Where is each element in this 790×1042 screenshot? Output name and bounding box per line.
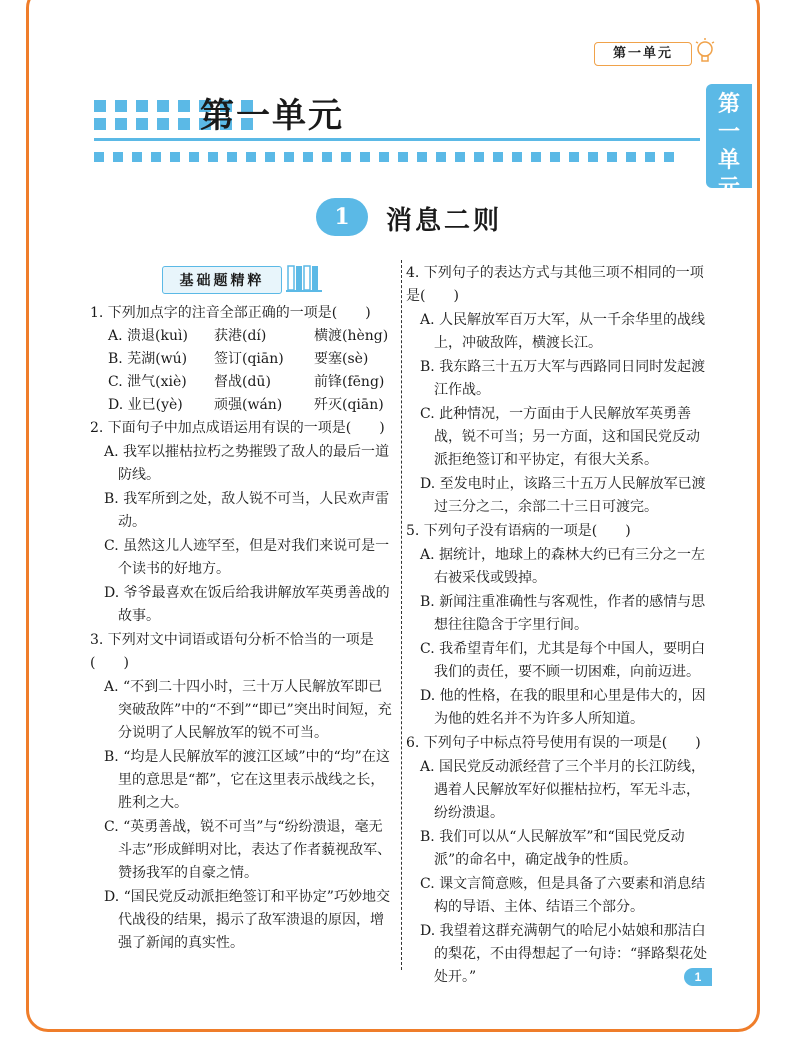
unit-title: 第一单元 [200, 96, 344, 136]
option-cell: 获港(dí) [214, 328, 267, 344]
title-rule [94, 138, 700, 141]
question-3-option-a: A. “不到二十四小时，三十万人民解放军即已突破敌阵”中的“不到”“即已”突出时间短，充分说明了人民解放军的锐不可当。 [104, 679, 392, 741]
question-3-stem: 3. 下列对文中词语或语句分析不恰当的一项是( ) [90, 632, 374, 671]
question-3-option-c: C. “英勇善战，锐不可当”与“纷纷溃退，毫无斗志”形成鲜明对比，表达了作者藐视敌军、赞扬我军的自豪之情。 [104, 819, 392, 881]
question-2-option-b: B. 我军所到之处，敌人锐不可当，人民欢声雷动。 [104, 491, 390, 530]
question-4-option-b: B. 我东路三十五万大军与西路同日同时发起渡江作战。 [420, 359, 706, 398]
question-1-stem: 1. 下列加点字的注音全部正确的一项是( ) [90, 305, 371, 321]
lesson-title: 消息二则 [386, 206, 503, 236]
question-1-options [90, 325, 396, 417]
question-2-option-c: C. 虽然这儿人迹罕至，但是对我们来说可是一个读书的好地方。 [104, 538, 390, 577]
question-4-option-c: C. 此种情况，一方面由于人民解放军英勇善战，锐不可当；另一方面，这和国民党反动派拒绝签订和平协定，有很大关系。 [420, 406, 700, 468]
question-4-stem: 4. 下列句子的表达方式与其他三项不相同的一项是( ) [406, 265, 704, 304]
right-column [406, 262, 710, 990]
question-6-option-d: D. 我望着这群充满朝气的哈尼小姑娘和那洁白的梨花，不由得想起了一句诗：“驿路梨花处处开。” [420, 923, 708, 985]
question-2-stem: 2. 下面句子中加点成语运用有误的一项是( ) [90, 420, 385, 436]
question-3-option-d: D. “国民党反动派拒绝签订和平协定”巧妙地交代战役的结果，揭示了敌军溃退的原因，增强了新闻的真实性。 [104, 889, 390, 951]
question-5-option-b: B. 新闻注重准确性与客观性，作者的感情与思想往往隐含于字里行间。 [420, 594, 706, 633]
question-4-option-a: A. 人民解放军百万大军，从一千余华里的战线上，冲破敌阵，横渡长江。 [420, 312, 706, 351]
option-cell: 顽强(wán) [214, 397, 283, 413]
question-6-stem: 6. 下列句子中标点符号使用有误的一项是( ) [406, 735, 701, 751]
question-5-option-d: D. 他的性格，在我的眼里和心里是伟大的，因为他的姓名并不为许多人所知道。 [420, 688, 706, 727]
left-column [90, 302, 396, 956]
header-unit-tab: 第一单元 [594, 42, 692, 66]
question-2-option-d: D. 爷爷最喜欢在饭后给我讲解放军英勇善战的故事。 [104, 585, 390, 624]
option-cell: B. 芜湖(wú) [108, 351, 188, 367]
option-cell: 歼灭(qiān) [314, 397, 384, 413]
question-5-option-a: A. 据统计，地球上的森林大约已有三分之一左右被采伐或毁掉。 [420, 547, 706, 586]
option-cell: 督战(dū) [214, 374, 271, 390]
option-cell: D. 业已(yè) [108, 397, 183, 413]
question-6-option-c: C. 课文言简意赅，但是具备了六要素和消息结构的导语、主体、结语三个部分。 [420, 876, 706, 915]
option-cell: 要塞(sè) [314, 351, 369, 367]
side-unit-tab: 第 一 单 元 [706, 84, 752, 188]
lesson-number-badge: 1 [316, 198, 368, 236]
question-6-option-a: A. 国民党反动派经营了三个半月的长江防线，遇着人民解放军好似摧枯拉朽，军无斗志，纷纷溃退。 [420, 759, 706, 821]
question-5-stem: 5. 下列句子没有语病的一项是( ) [406, 523, 631, 539]
option-cell: 签订(qiān) [214, 351, 284, 367]
option-cell: A. 溃退(kuì) [108, 328, 188, 344]
question-3-option-b: B. “均是人民解放军的渡江区域”中的“均”在这里的意思是“都”，它在这里表示战线之长，胜利之大。 [104, 749, 390, 811]
title-underline-decoration [94, 152, 674, 162]
question-2-option-a: A. 我军以摧枯拉朽之势摧毁了敌人的最后一道防线。 [104, 444, 390, 483]
section-label: 基础题精粹 [162, 266, 282, 294]
books-icon [286, 264, 322, 294]
page-number: 1 [684, 968, 712, 986]
question-5-option-c: C. 我希望青年们，尤其是每个中国人，要明白我们的责任，要不顾一切困难，向前迈进。 [420, 641, 706, 680]
question-4-option-d: D. 至发电时止，该路三十五万人民解放军已渡过三分之二，余部二十三日可渡完。 [420, 476, 706, 515]
lightbulb-icon [694, 38, 716, 66]
question-6-option-b: B. 我们可以从“人民解放军”和“国民党反动派”的命名中，确定战争的性质。 [420, 829, 685, 868]
option-cell: 前锋(fēng) [314, 374, 385, 390]
option-cell: 横渡(hèng) [314, 328, 389, 344]
option-cell: C. 泄气(xiè) [108, 374, 187, 390]
